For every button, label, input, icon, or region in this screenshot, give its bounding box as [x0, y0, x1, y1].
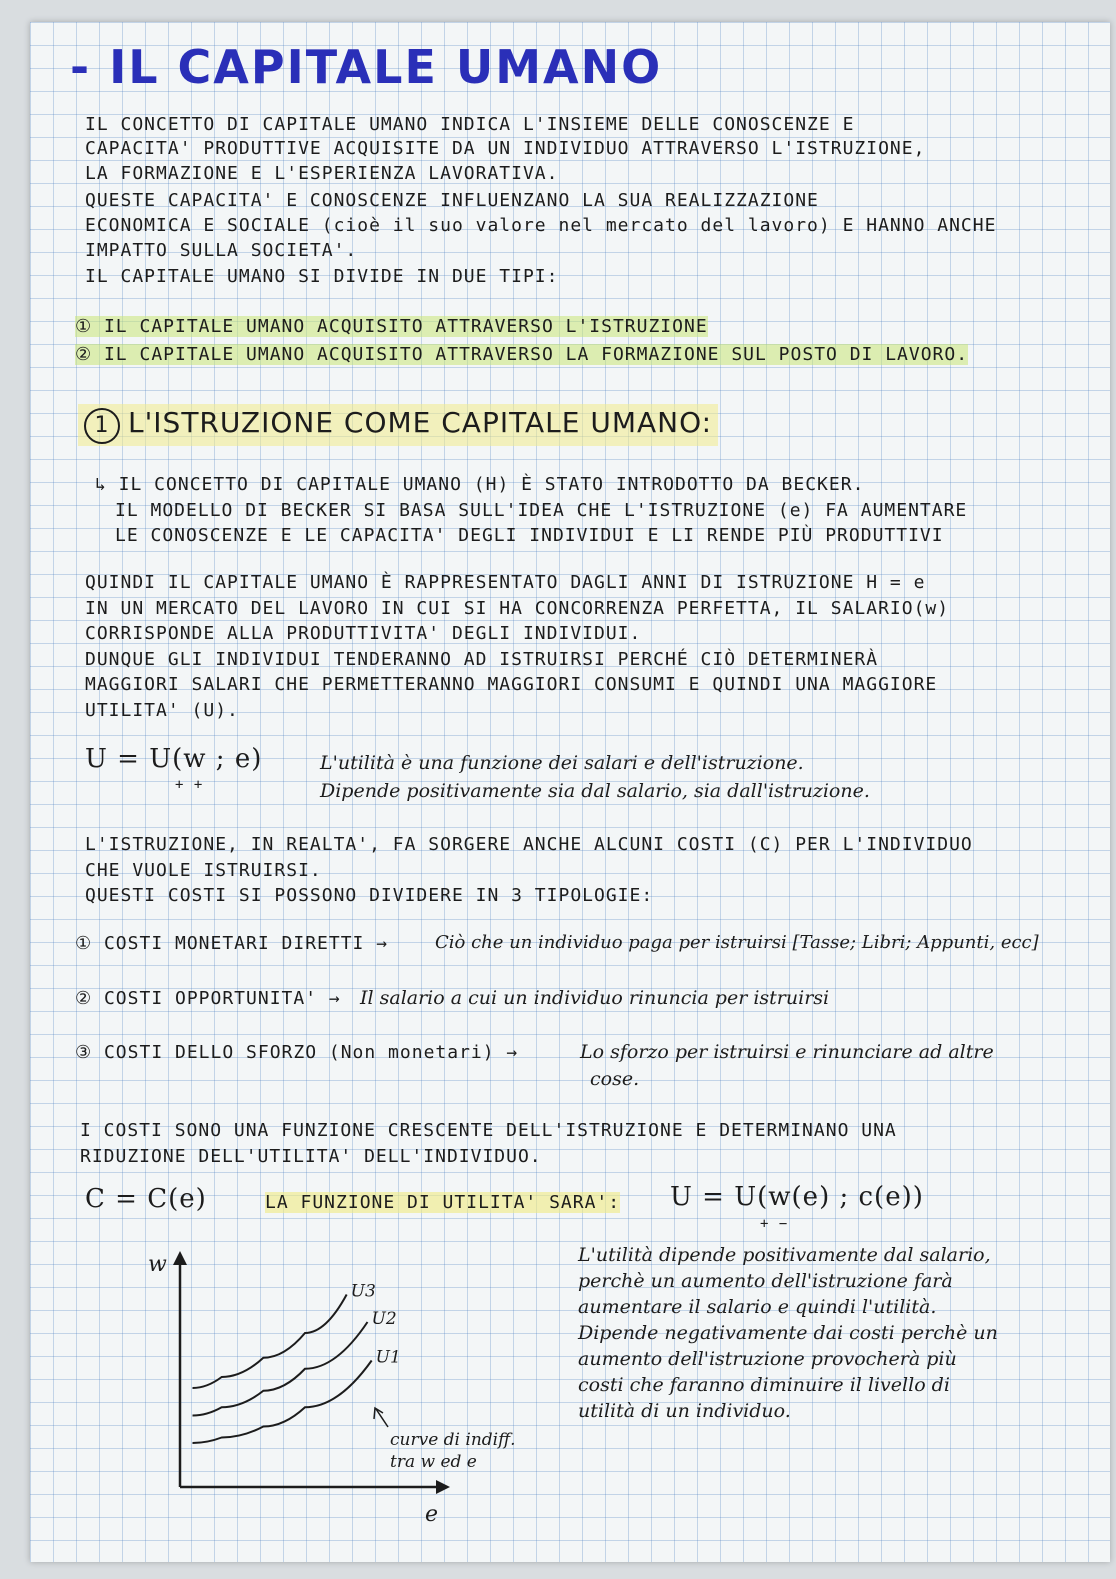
curve-label-u1: U1: [375, 1347, 401, 1368]
type-item: ① IL CAPITALE UMANO ACQUISITO ATTRAVERSO L'ISTRUZIONE: [75, 316, 708, 337]
costs-function-line: I COSTI SONO UNA FUNZIONE CRESCENTE DELL'ISTRUZIONE E DETERMINANO UNA: [80, 1120, 897, 1141]
intro-line: LA FORMAZIONE E L'ESPERIENZA LAVORATIVA.: [85, 163, 559, 184]
intro-line: ECONOMICA E SOCIALE (cioè il suo valore nel mercato del lavoro) E HANNO ANCHE: [85, 215, 997, 236]
indifference-curves-chart: [130, 1237, 516, 1527]
curve-label-u3: U3: [350, 1281, 376, 1302]
graph-note: utilità di un individuo.: [578, 1400, 791, 1422]
final-formula-signs: + −: [760, 1216, 789, 1232]
section-number: 1: [84, 408, 120, 444]
costs-function-line: RIDUZIONE DELL'UTILITA' DELL'INDIVIDUO.: [80, 1146, 542, 1167]
intro-line: IL CAPITALE UMANO SI DIVIDE IN DUE TIPI:: [85, 266, 559, 287]
intro-line: CAPACITA' PRODUTTIVE ACQUISITE DA UN INDIVIDUO ATTRAVERSO L'ISTRUZIONE,: [85, 138, 926, 159]
costs-intro-line: L'ISTRUZIONE, IN REALTA', FA SORGERE ANCHE ALCUNI COSTI (C) PER L'INDIVIDUO: [85, 834, 973, 855]
cost-type-desc-cont: cose.: [590, 1068, 640, 1090]
y-axis-label: w: [148, 1252, 167, 1277]
cost-type-desc: Ciò che un individuo paga per istruirsi [Tasse; Libri; Appunti, ecc]: [435, 932, 1039, 953]
final-formula-label: LA FUNZIONE DI UTILITA' SARA':: [265, 1192, 621, 1213]
graph-note: L'utilità dipende positivamente dal salario,: [578, 1244, 991, 1266]
indifference-curve-u2: [193, 1322, 368, 1416]
indifference-curve-u3: [193, 1295, 347, 1389]
y-axis-arrow: [173, 1251, 187, 1265]
final-utility-formula: U = U(w(e) ; c(e)): [670, 1182, 924, 1212]
x-axis-label: e: [425, 1502, 439, 1527]
section-heading: [78, 404, 718, 446]
page-title: - IL CAPITALE UMANO: [70, 40, 663, 94]
cost-type-desc: Il salario a cui un individuo rinuncia per istruirsi: [360, 987, 830, 1009]
quindi-line: IN UN MERCATO DEL LAVORO IN CUI SI HA CONCORRENZA PERFETTA, IL SALARIO(w): [85, 598, 950, 619]
x-axis-arrow: [436, 1480, 450, 1494]
utility-formula-signs: + +: [175, 777, 204, 793]
utility-description: L'utilità è una funzione dei salari e dell'istruzione.: [320, 752, 804, 774]
annotation-line: tra w ed e: [390, 1452, 477, 1472]
intro-line: QUESTE CAPACITA' E CONOSCENZE INFLUENZANO LA SUA REALIZZAZIONE: [85, 190, 819, 211]
graph-note: aumentare il salario e quindi l'utilità.: [578, 1296, 937, 1318]
cost-type-label: ③ COSTI DELLO SFORZO (Non monetari) →: [75, 1042, 519, 1063]
graph-note: Dipende negativamente dai costi perchè un: [578, 1322, 998, 1344]
intro-line: IL CONCETTO DI CAPITALE UMANO INDICA L'INSIEME DELLE CONOSCENZE E: [85, 114, 855, 135]
cost-type-label: ① COSTI MONETARI DIRETTI →: [75, 933, 389, 954]
cost-type-label: ② COSTI OPPORTUNITA' →: [75, 988, 341, 1009]
costs-intro-line: QUESTI COSTI SI POSSONO DIVIDERE IN 3 TIPOLOGIE:: [85, 885, 654, 906]
cost-formula: C = C(e): [85, 1184, 207, 1214]
indifference-curve-u1: [193, 1361, 372, 1444]
quindi-line: MAGGIORI SALARI CHE PERMETTERANNO MAGGIORI CONSUMI E QUINDI UNA MAGGIORE: [85, 674, 938, 695]
graph-note: aumento dell'istruzione provocherà più: [578, 1348, 957, 1370]
quindi-line: UTILITA' (U).: [85, 700, 239, 721]
annotation-line: curve di indiff.: [390, 1430, 516, 1450]
becker-line: ↳ IL CONCETTO DI CAPITALE UMANO (H) È STATO INTRODOTTO DA BECKER.: [95, 474, 865, 495]
notebook-page: [30, 22, 1110, 1562]
section-title: L'ISTRUZIONE COME CAPITALE UMANO:: [128, 406, 713, 439]
type-item: ② IL CAPITALE UMANO ACQUISITO ATTRAVERSO LA FORMAZIONE SUL POSTO DI LAVORO.: [75, 344, 969, 365]
becker-line: IL MODELLO DI BECKER SI BASA SULL'IDEA CHE L'ISTRUZIONE (e) FA AUMENTARE: [115, 500, 968, 521]
quindi-line: QUINDI IL CAPITALE UMANO È RAPPRESENTATO DAGLI ANNI DI ISTRUZIONE H = e: [85, 572, 926, 593]
quindi-line: CORRISPONDE ALLA PRODUTTIVITA' DEGLI INDIVIDUI.: [85, 623, 642, 644]
graph-note: perchè un aumento dell'istruzione farà: [578, 1270, 953, 1292]
intro-line: IMPATTO SULLA SOCIETA'.: [85, 240, 358, 261]
becker-line: LE CONOSCENZE E LE CAPACITA' DEGLI INDIVIDUI E LI RENDE PIÙ PRODUTTIVI: [115, 525, 944, 546]
curve-label-u2: U2: [371, 1309, 397, 1329]
utility-description: Dipende positivamente sia dal salario, sia dall'istruzione.: [320, 780, 870, 802]
quindi-line: DUNQUE GLI INDIVIDUI TENDERANNO AD ISTRUIRSI PERCHÉ CIÒ DETERMINERÀ: [85, 649, 879, 670]
costs-intro-line: CHE VUOLE ISTRUIRSI.: [85, 860, 322, 881]
utility-formula: U = U(w ; e): [85, 744, 263, 774]
cost-type-desc: Lo sforzo per istruirsi e rinunciare ad altre: [580, 1041, 994, 1063]
graph-note: costi che faranno diminuire il livello di: [578, 1374, 950, 1396]
